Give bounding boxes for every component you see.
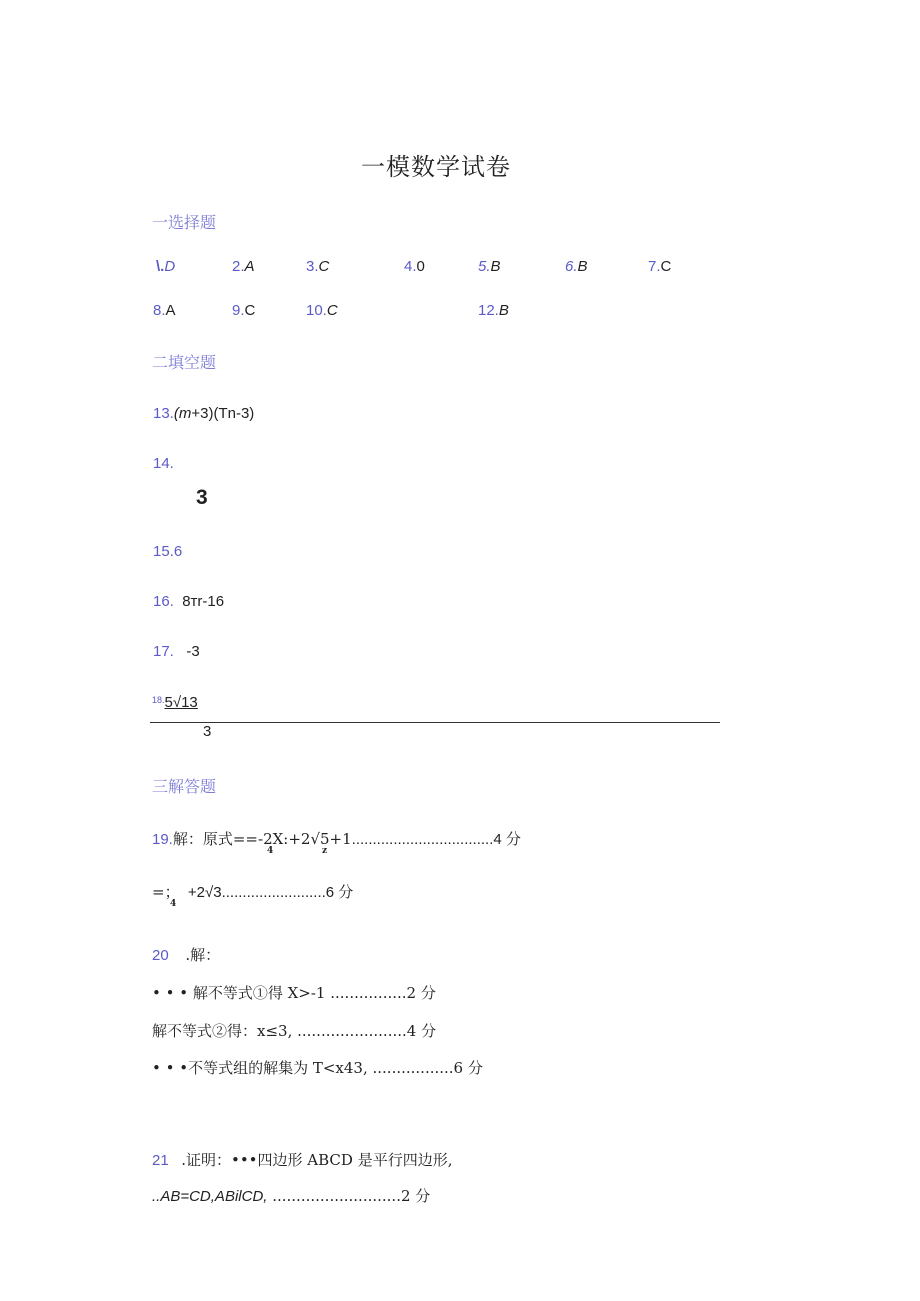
fill-answer-18 — [152, 694, 198, 712]
choice-answer-5 — [478, 258, 501, 275]
choice-letter: A — [244, 258, 255, 275]
question-number: 19. — [152, 831, 173, 848]
choice-letter: C — [660, 258, 672, 275]
solution-19-line-2 — [152, 881, 353, 902]
choice-number: 9. — [232, 302, 245, 319]
choice-answer-7 — [648, 258, 671, 275]
choice-letter: C — [326, 302, 338, 319]
subscript: 4 — [267, 846, 274, 856]
choice-letter: C — [318, 258, 330, 275]
choice-letter: 0 — [416, 258, 425, 275]
answer-text: 8тr-16 — [182, 593, 225, 610]
divider — [150, 722, 720, 723]
solution-21-line-1 — [152, 1185, 430, 1206]
choice-answer-2 — [232, 258, 255, 275]
solution-19-line-1 — [152, 828, 521, 849]
question-number: 16. — [153, 593, 174, 610]
subscript: z — [322, 846, 328, 856]
section-heading-solve: 三解答题 — [152, 777, 217, 796]
fraction-numerator: 5√13 — [164, 694, 198, 711]
question-number: 21 — [152, 1152, 169, 1169]
choice-number: 5. — [478, 258, 491, 275]
subscript: 4 — [170, 899, 177, 909]
choice-letter: B — [498, 302, 509, 319]
answer-text: -3 — [186, 643, 200, 660]
solution-20-line-2: 解不等式②得：x≤3, .......................4 分 — [152, 1022, 437, 1040]
fill-answer-15: 15.6 — [153, 543, 183, 560]
choice-number: 3. — [306, 258, 319, 275]
solution-text: =； — [152, 883, 180, 901]
solution-20-heading — [152, 944, 220, 965]
solution-dots: ..................................4 分 — [351, 831, 521, 848]
choice-answer-1 — [156, 258, 175, 275]
choice-letter: A — [165, 302, 176, 319]
choice-letter: C — [244, 302, 256, 319]
fill-answer-16 — [153, 593, 224, 610]
answer-part: +3)(Tn-3) — [191, 405, 255, 422]
solution-text: .解： — [185, 946, 221, 964]
choice-number: 8. — [153, 302, 166, 319]
choice-letter: B — [490, 258, 501, 275]
choice-number: 6. — [565, 258, 578, 275]
section-heading-choice: 一选择题 — [152, 213, 217, 232]
choice-answer-3 — [306, 258, 329, 275]
solution-text: ..AB=CD,ABilCD, — [152, 1188, 268, 1205]
solution-20-line-1: • • • 解不等式①得 X>-1 ................2 分 — [152, 984, 436, 1002]
choice-answer-10 — [306, 302, 338, 319]
choice-letter: D — [164, 258, 176, 275]
solution-20-line-3: • • •不等式组的解集为 T<x43, .................6 分 — [152, 1059, 483, 1077]
answer-part: m — [178, 405, 192, 422]
choice-answer-8 — [153, 302, 176, 319]
solution-text: .证明：•••四边形 ABCD 是平行四边形, — [181, 1151, 453, 1169]
fill-answer-13 — [153, 405, 254, 422]
question-number: 13. — [153, 405, 174, 422]
question-number: 20 — [152, 947, 169, 964]
fraction-denominator: 3 — [203, 723, 212, 740]
solution-21-heading — [152, 1149, 452, 1170]
choice-number: \. — [156, 258, 165, 275]
solution-text: +2√3.........................6 分 — [187, 884, 354, 901]
choice-number: 10. — [306, 302, 327, 319]
question-number: 18. — [152, 695, 165, 705]
choice-number: 7. — [648, 258, 661, 275]
section-heading-fill: 二填空题 — [152, 353, 217, 372]
choice-answer-6 — [565, 258, 588, 275]
choice-answer-12 — [478, 302, 509, 319]
choice-answer-4 — [404, 258, 425, 275]
choice-number: 4. — [404, 258, 417, 275]
question-number: 17. — [153, 643, 174, 660]
choice-number: 12. — [478, 302, 499, 319]
choice-letter: B — [577, 258, 588, 275]
fill-answer-17 — [153, 643, 200, 660]
choice-answer-9 — [232, 302, 255, 319]
fill-answer-14: 3 — [196, 486, 208, 509]
solution-dots: ...........................2 分 — [267, 1187, 431, 1205]
answer-part: ( — [173, 405, 179, 422]
fill-question-14-number: 14. — [153, 455, 174, 472]
choice-number: 2. — [232, 258, 245, 275]
solution-text: 解：原式==-2X:+2√5+1 — [172, 830, 352, 848]
page-title: 一模数学试卷 — [361, 153, 511, 181]
